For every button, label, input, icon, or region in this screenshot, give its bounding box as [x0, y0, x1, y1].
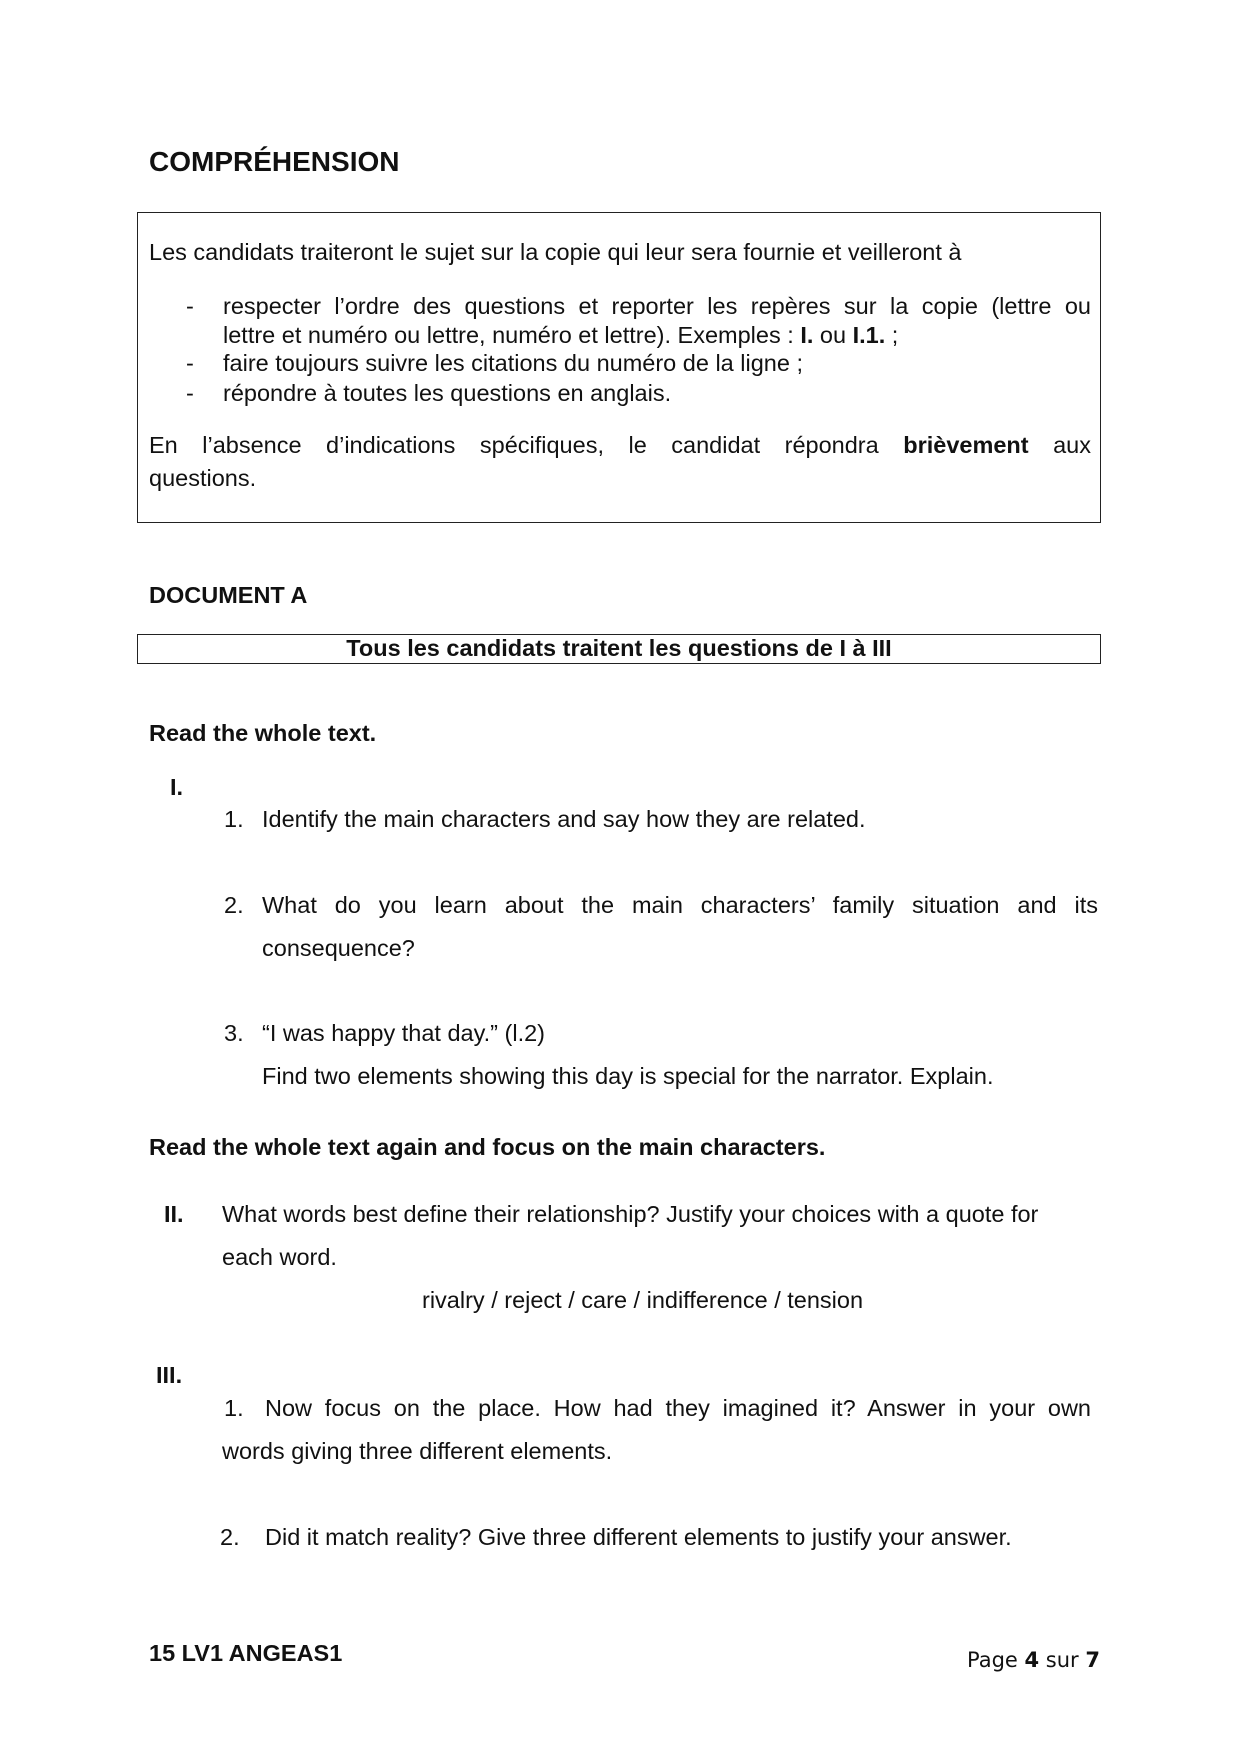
bullet-2: faire toujours suivre les citations du numéro de la ligne ;	[223, 350, 803, 376]
question-3-number: 3.	[224, 1020, 244, 1046]
question-3-line-2: Find two elements showing this day is special for the narrator. Explain.	[262, 1063, 994, 1089]
page-title: COMPRÉHENSION	[149, 146, 400, 177]
question-3-2-text: Did it match reality? Give three different elements to justify your answer.	[265, 1524, 1012, 1550]
instructions-closing-line-2: questions.	[149, 465, 257, 491]
question-3-line-1: “I was happy that day.” (l.2)	[262, 1020, 545, 1046]
exam-code: 15 LV1 ANGEAS1	[149, 1640, 343, 1666]
bullet-3: répondre à toutes les questions en anglais.	[223, 380, 672, 406]
roman-numeral-2: II.	[164, 1201, 184, 1227]
word-list: rivalry / reject / care / indifference / tension	[422, 1287, 864, 1313]
page-number: Page 4 sur 7	[966, 1648, 1100, 1672]
section-2-line-1: What words best define their relationship? Justify your choices with a quote for	[222, 1201, 1039, 1227]
questions-banner: Tous les candidats traitent les questions de I à III	[137, 634, 1101, 664]
question-2-line-1: What do you learn about the main characters’ family situation and its	[262, 892, 1098, 918]
instructions-closing-line-1: En l’absence d’indications spécifiques, le candidat répondra brièvement aux	[149, 432, 1092, 458]
roman-numeral-3: III.	[156, 1362, 183, 1388]
question-3-2-number: 2.	[220, 1524, 240, 1550]
instructions-intro: Les candidats traiteront le sujet sur la copie qui leur sera fournie et veilleront à	[149, 239, 962, 265]
question-1-text: Identify the main characters and say how they are related.	[262, 806, 866, 832]
bullet-1-line-2: lettre et numéro ou lettre, numéro et lettre). Exemples : I. ou I.1. ;	[223, 322, 899, 348]
section-2-heading: Read the whole text again and focus on the main characters.	[149, 1134, 826, 1160]
question-1-number: 1.	[224, 806, 244, 832]
document-label: DOCUMENT A	[149, 582, 308, 608]
question-3-1-number: 1.	[224, 1395, 244, 1421]
bullet-dash: -	[186, 293, 194, 319]
roman-numeral-1: I.	[170, 774, 184, 800]
bullet-dash: -	[186, 350, 194, 376]
question-3-1-line-1: Now focus on the place. How had they imagined it? Answer in your own	[265, 1395, 1091, 1421]
question-3-1-line-2: words giving three different elements.	[222, 1438, 613, 1464]
section-1-heading: Read the whole text.	[149, 720, 377, 746]
section-2-line-2: each word.	[222, 1244, 337, 1270]
question-2-line-2: consequence?	[262, 935, 415, 961]
question-2-number: 2.	[224, 892, 244, 918]
bullet-dash: -	[186, 380, 194, 406]
bullet-1-line-1: respecter l’ordre des questions et reporter les repères sur la copie (lettre ou	[223, 293, 1091, 319]
